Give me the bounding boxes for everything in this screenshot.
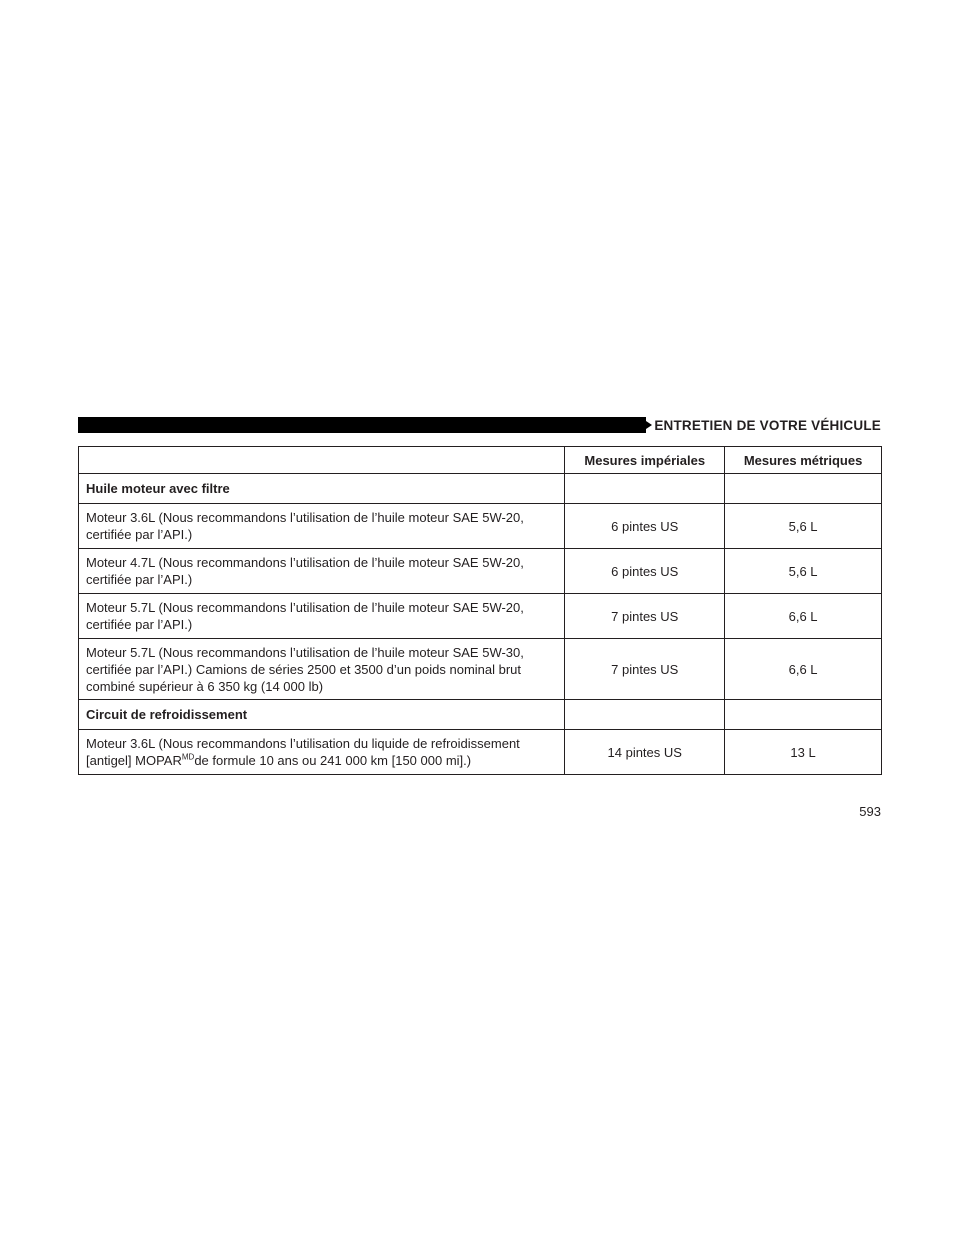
empty-cell (565, 474, 725, 504)
category-row-cooling (79, 700, 882, 730)
imperial-value: 14 pintes US (565, 730, 725, 775)
table-row (79, 504, 882, 549)
page-number: 593 (859, 804, 881, 819)
category-label: Huile moteur avec filtre (79, 474, 565, 504)
empty-cell (725, 474, 882, 504)
row-description: Moteur 5.7L (Nous recommandons l’utilisation de l’huile moteur SAE 5W-30, certifiée par l’API.) Camions de séries 2500 et 3500 d’un poids nominal brut combiné supérieur à 6 350 kg (14 000 lb) (79, 639, 565, 700)
imperial-value: 7 pintes US (565, 639, 725, 700)
row-description: Moteur 3.6L (Nous recommandons l’utilisation de l’huile moteur SAE 5W-20, certifiée par l’API.) (79, 504, 565, 549)
empty-cell (565, 700, 725, 730)
table-row (79, 639, 882, 700)
table-row (79, 549, 882, 594)
table-header-row (79, 447, 882, 474)
section-header-bar-tip (646, 421, 652, 429)
category-row-oil (79, 474, 882, 504)
trademark-superscript: MD (181, 752, 195, 762)
table-row (79, 730, 882, 775)
column-header-metric: Mesures métriques (725, 447, 882, 474)
imperial-value: 7 pintes US (565, 594, 725, 639)
row-description: Moteur 5.7L (Nous recommandons l’utilisation de l’huile moteur SAE 5W-20, certifiée par l’API.) (79, 594, 565, 639)
section-header-bar (78, 417, 646, 433)
table-row (79, 594, 882, 639)
metric-value: 13 L (725, 730, 882, 775)
metric-value: 6,6 L (725, 594, 882, 639)
metric-value: 5,6 L (725, 504, 882, 549)
empty-cell (725, 700, 882, 730)
imperial-value: 6 pintes US (565, 504, 725, 549)
imperial-value: 6 pintes US (565, 549, 725, 594)
column-header-description (79, 447, 565, 474)
row-description: Moteur 4.7L (Nous recommandons l’utilisation de l’huile moteur SAE 5W-20, certifiée par l’API.) (79, 549, 565, 594)
category-label: Circuit de refroidissement (79, 700, 565, 730)
section-title: ENTRETIEN DE VOTRE VÉHICULE (654, 418, 881, 433)
column-header-imperial: Mesures impériales (565, 447, 725, 474)
metric-value: 6,6 L (725, 639, 882, 700)
row-description: Moteur 3.6L (Nous recommandons l’utilisation du liquide de refroidissement [antigel] $MOPAR^{MD}de$ formule 10 ans ou 241 000 km [150 000 mi].) (79, 730, 565, 775)
metric-value: 5,6 L (725, 549, 882, 594)
fluid-capacities-table (78, 446, 882, 775)
